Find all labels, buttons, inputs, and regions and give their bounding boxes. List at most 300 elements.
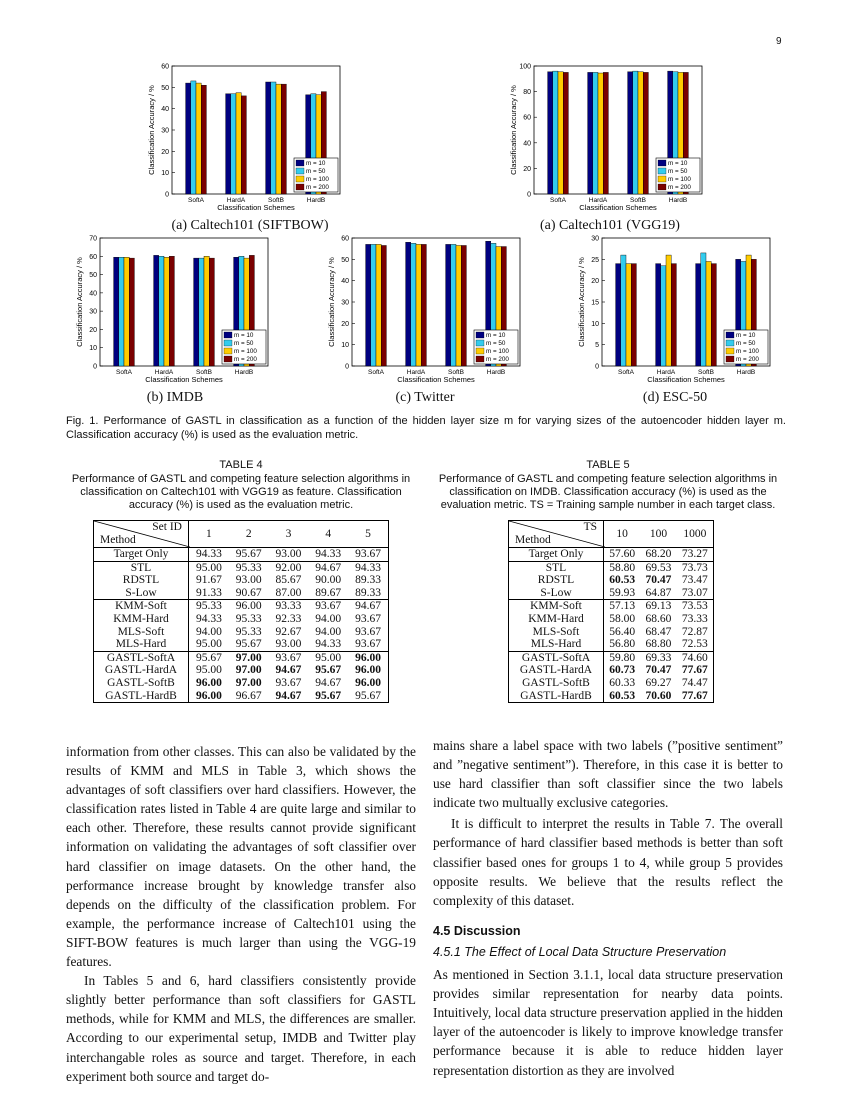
y-tick-label: 0 (345, 363, 349, 371)
column-header: 1000 (677, 521, 714, 548)
table-row (509, 677, 714, 690)
value-cell: 96.00 (355, 676, 381, 689)
table-row (509, 664, 714, 677)
y-tick-label: 40 (341, 278, 349, 286)
value-cell: 72.53 (681, 638, 708, 651)
value-cell: 95.67 (355, 689, 381, 702)
subcaption-esc50: (d) ESC-50 (642, 390, 708, 405)
table-row (94, 626, 389, 639)
bar (456, 245, 461, 366)
legend-swatch (726, 340, 734, 346)
y-tick-label: 60 (89, 253, 97, 261)
legend-label: m = 10 (486, 332, 506, 340)
subcaption-caltech-vgg19: (a) Caltech101 (VGG19) (540, 218, 680, 233)
left-paragraph-2: In Tables 5 and 6, hard classifiers consistently provide slightly better performance than soft classifiers for GASTL methods, while for KMM and MLS, the differences are smaller. According to our experimental setup, IMDB and Twitter play interchangable roles as source and target. Therefore, in each experiment both source and target do- (66, 973, 416, 1084)
method-cell: STL (509, 561, 604, 574)
legend-swatch (296, 176, 304, 182)
bar (421, 244, 426, 366)
table-row (509, 626, 714, 639)
legend-swatch (658, 184, 666, 190)
value-cell: 95.00 (195, 638, 222, 651)
value-cell: 69.33 (640, 651, 676, 664)
corner-top-label: Set ID (152, 521, 182, 533)
x-axis-label: Classification Schemes (579, 203, 657, 212)
value-cell: 89.33 (355, 574, 381, 587)
method-cell: Target Only (509, 548, 604, 562)
value-cell: 57.60 (609, 548, 636, 560)
bar (381, 245, 386, 366)
legend-swatch (296, 168, 304, 174)
method-cell: RDSTL (509, 574, 604, 587)
legend-swatch (224, 340, 232, 346)
table-row (509, 638, 714, 651)
legend-label: m = 100 (668, 176, 691, 184)
method-cell: GASTL-HardA (94, 664, 189, 677)
section-heading: 4.5 Discussion (433, 923, 521, 938)
bar (114, 257, 119, 366)
value-cell: 93.00 (275, 548, 302, 560)
bar (446, 244, 451, 366)
bar (231, 94, 236, 194)
bar (666, 255, 671, 366)
bar (191, 81, 196, 194)
legend-label: m = 50 (736, 340, 756, 348)
table4-caption: Performance of GASTL and competing feature selection algorithms in classification on Caltech101 with VGG19 as feature. Classification accuracy (%) is used as the evaluation metric. (71, 473, 411, 511)
legend-swatch (726, 356, 734, 362)
bar (271, 82, 276, 194)
bar (266, 82, 271, 194)
value-cell: 96.00 (229, 600, 269, 613)
value-cell: 60.73 (609, 664, 636, 677)
value-cell: 68.80 (645, 638, 672, 651)
legend-swatch (476, 332, 484, 338)
value-cell: 95.00 (195, 664, 222, 677)
bar (209, 258, 214, 366)
method-cell: GASTL-SoftA (94, 651, 189, 664)
column-header: 4 (308, 521, 348, 548)
method-cell: GASTL-SoftB (94, 677, 189, 690)
y-tick-label: 70 (89, 235, 97, 243)
legend-label: m = 10 (306, 160, 326, 168)
bar (706, 261, 711, 366)
value-cell: 64.87 (645, 586, 672, 599)
y-tick-label: 10 (341, 342, 349, 350)
value-cell: 95.67 (315, 664, 342, 677)
y-tick-label: 50 (89, 272, 97, 280)
bar (628, 72, 633, 194)
y-axis-label: Classification Accuracy / % (147, 85, 156, 175)
value-cell: 60.33 (609, 676, 636, 689)
method-cell: S-Low (509, 587, 604, 600)
table-row (94, 600, 389, 613)
x-tick-label: HardA (406, 369, 426, 376)
x-tick-label: HardA (154, 369, 174, 376)
table-row (509, 561, 714, 574)
chart-caltech-vgg19 (510, 60, 720, 220)
table-row (94, 613, 389, 626)
legend-label: m = 200 (306, 184, 329, 192)
value-cell: 57.13 (604, 600, 641, 613)
corner-bottom-label: Method (515, 534, 551, 546)
table4-label: TABLE 4 (219, 459, 263, 471)
bar (643, 72, 648, 194)
method-cell: KMM-Hard (509, 613, 604, 626)
value-cell: 95.33 (189, 600, 229, 613)
table-row (94, 548, 389, 562)
method-cell: GASTL-SoftB (509, 677, 604, 690)
y-axis-label: Classification Accuracy / % (577, 257, 586, 347)
value-cell: 87.00 (275, 586, 302, 599)
value-cell: 94.33 (315, 548, 342, 560)
bar (711, 264, 716, 366)
column-header: 100 (640, 521, 676, 548)
y-tick-label: 30 (161, 127, 169, 135)
legend-label: m = 200 (736, 356, 759, 364)
table-row (94, 664, 389, 677)
value-cell: 73.33 (681, 612, 708, 625)
value-cell: 89.67 (315, 586, 342, 599)
value-cell: 95.33 (229, 561, 269, 574)
value-cell: 74.60 (677, 651, 714, 664)
value-cell: 95.33 (235, 612, 262, 625)
value-cell: 95.00 (189, 561, 229, 574)
bar (164, 257, 169, 366)
bar (553, 71, 558, 194)
legend-label: m = 50 (486, 340, 506, 348)
y-tick-label: 60 (523, 114, 531, 122)
method-cell: RDSTL (94, 574, 189, 587)
value-cell: 94.33 (195, 548, 222, 560)
table-row (509, 690, 714, 703)
value-cell: 94.33 (195, 612, 222, 625)
x-tick-label: SoftB (448, 369, 464, 376)
y-tick-label: 30 (591, 235, 599, 243)
legend-swatch (476, 340, 484, 346)
value-cell: 94.67 (348, 600, 388, 613)
corner-cell (509, 521, 604, 548)
value-cell: 89.33 (355, 586, 381, 599)
bar (196, 83, 201, 194)
bar (281, 84, 286, 194)
bar (169, 256, 174, 366)
bar (563, 72, 568, 194)
value-cell: 97.00 (235, 664, 262, 677)
x-tick-label: HardB (668, 197, 688, 204)
value-cell: 68.20 (645, 548, 672, 560)
value-cell: 94.67 (275, 664, 302, 677)
y-tick-label: 30 (89, 308, 97, 316)
value-cell: 95.67 (315, 689, 342, 702)
y-tick-label: 40 (523, 140, 531, 148)
method-cell: STL (94, 561, 189, 574)
value-cell: 91.67 (195, 574, 222, 587)
value-cell: 92.67 (275, 625, 302, 638)
legend-swatch (224, 332, 232, 338)
legend-swatch (296, 160, 304, 166)
value-cell: 92.33 (275, 612, 302, 625)
y-tick-label: 20 (161, 148, 169, 156)
value-cell: 72.87 (681, 625, 708, 638)
x-tick-label: SoftB (196, 369, 212, 376)
corner-bottom-label: Method (100, 534, 136, 546)
bar (588, 72, 593, 194)
y-tick-label: 0 (595, 363, 599, 371)
value-cell: 69.53 (640, 561, 676, 574)
table-row (509, 651, 714, 664)
legend-swatch (726, 332, 734, 338)
bar (129, 258, 134, 366)
subsection-heading: 4.5.1 The Effect of Local Data Structure Preservation (433, 944, 727, 959)
value-cell: 70.47 (645, 664, 672, 677)
bar (621, 255, 626, 366)
bar (204, 256, 209, 366)
bar (603, 72, 608, 194)
value-cell: 94.67 (275, 689, 302, 702)
x-tick-label: SoftB (630, 197, 646, 204)
y-tick-label: 5 (595, 342, 599, 350)
bar (548, 72, 553, 194)
left-column (66, 742, 416, 1086)
column-header: 10 (604, 521, 641, 548)
value-cell: 59.93 (609, 586, 636, 599)
value-cell: 69.27 (645, 676, 672, 689)
table-row (94, 690, 389, 703)
value-cell: 85.67 (275, 574, 302, 587)
value-cell: 94.67 (308, 561, 348, 574)
legend-label: m = 50 (234, 340, 254, 348)
bar (451, 244, 456, 366)
legend-label: m = 100 (306, 176, 329, 184)
bar (638, 72, 643, 194)
table-row (509, 548, 714, 562)
method-cell: Target Only (94, 548, 189, 562)
value-cell: 96.00 (348, 651, 388, 664)
x-axis-label: Classification Schemes (217, 203, 295, 212)
legend-label: m = 100 (736, 348, 759, 356)
corner-top-label: TS (583, 521, 597, 533)
table5-caption: Performance of GASTL and competing feature selection algorithms in classification on IMDB. Classification accuracy (%) is used as the evaluation metric. TS = Training sample number in each target class. (438, 473, 778, 511)
value-cell: 60.53 (609, 574, 636, 587)
bar (411, 243, 416, 366)
x-tick-label: SoftA (618, 369, 634, 376)
value-cell: 73.53 (677, 600, 714, 613)
bar (371, 244, 376, 366)
x-tick-label: SoftB (268, 197, 284, 204)
legend-swatch (476, 348, 484, 354)
y-tick-label: 50 (341, 256, 349, 264)
bar (376, 244, 381, 366)
value-cell: 96.00 (195, 689, 222, 702)
y-tick-label: 30 (341, 299, 349, 307)
column-header: 5 (348, 521, 388, 548)
column-header: 1 (189, 521, 229, 548)
table-row (94, 574, 389, 587)
value-cell: 90.00 (315, 574, 342, 587)
y-tick-label: 10 (161, 170, 169, 178)
y-tick-label: 40 (89, 290, 97, 298)
bar (626, 264, 631, 366)
chart-esc50 (578, 232, 788, 392)
table-row (94, 587, 389, 600)
table-row (509, 587, 714, 600)
legend-swatch (726, 348, 734, 354)
legend-label: m = 200 (234, 356, 257, 364)
x-tick-label: HardB (486, 369, 506, 376)
subcaption-twitter: (c) Twitter (395, 390, 455, 405)
x-tick-label: HardA (588, 197, 608, 204)
legend-swatch (296, 184, 304, 190)
value-cell: 69.13 (640, 600, 676, 613)
x-tick-label: SoftA (116, 369, 132, 376)
table5-label: TABLE 5 (586, 459, 630, 471)
legend-swatch (658, 176, 666, 182)
legend-label: m = 100 (486, 348, 509, 356)
column-header: 3 (269, 521, 309, 548)
bar (598, 73, 603, 194)
table-row (509, 613, 714, 626)
y-tick-label: 60 (341, 235, 349, 243)
value-cell: 60.53 (609, 689, 636, 702)
header-row (509, 521, 714, 548)
x-axis-label: Classification Schemes (397, 375, 475, 384)
x-tick-label: SoftB (698, 369, 714, 376)
bar (558, 72, 563, 194)
value-cell: 94.00 (315, 612, 342, 625)
bar (696, 264, 701, 366)
value-cell: 93.67 (355, 548, 381, 560)
value-cell: 97.00 (229, 651, 269, 664)
bar (416, 244, 421, 366)
y-tick-label: 20 (341, 320, 349, 328)
value-cell: 93.67 (275, 676, 302, 689)
legend-label: m = 10 (668, 160, 688, 168)
legend-swatch (658, 160, 666, 166)
table-row (509, 600, 714, 613)
y-tick-label: 15 (591, 299, 599, 307)
legend-swatch (224, 356, 232, 362)
bar (241, 96, 246, 194)
value-cell: 93.67 (269, 651, 309, 664)
y-tick-label: 50 (161, 84, 169, 92)
value-cell: 96.67 (235, 689, 262, 702)
bar (199, 258, 204, 366)
method-cell: GASTL-HardA (509, 664, 604, 677)
table5 (508, 520, 714, 703)
table5-caption-block (433, 459, 783, 512)
legend-swatch (476, 356, 484, 362)
bar (194, 258, 199, 366)
value-cell: 94.00 (315, 625, 342, 638)
value-cell: 93.33 (269, 600, 309, 613)
table4-caption-block (66, 459, 416, 512)
y-axis-label: Classification Accuracy / % (509, 85, 518, 175)
legend-label: m = 50 (668, 168, 688, 176)
method-cell: GASTL-HardB (509, 690, 604, 703)
value-cell: 93.67 (355, 612, 381, 625)
table-row (94, 677, 389, 690)
bar (661, 266, 666, 366)
figure-caption: Fig. 1. Performance of GASTL in classification as a function of the hidden layer size m for varying sizes of the autoencoder hidden layer m. Classification accuracy (%) is used as the evaluation metric. (66, 415, 786, 441)
y-axis-label: Classification Accuracy / % (75, 257, 84, 347)
legend-label: m = 100 (234, 348, 257, 356)
method-cell: KMM-Soft (94, 600, 189, 613)
table-row (94, 651, 389, 664)
column-header: 2 (229, 521, 269, 548)
value-cell: 95.67 (235, 638, 262, 651)
legend-label: m = 200 (668, 184, 691, 192)
y-tick-label: 20 (89, 326, 97, 334)
value-cell: 73.73 (677, 561, 714, 574)
x-tick-label: HardB (736, 369, 756, 376)
value-cell: 68.47 (645, 625, 672, 638)
x-tick-label: HardA (226, 197, 246, 204)
subcaption-caltech-siftbow: (a) Caltech101 (SIFTBOW) (171, 218, 329, 233)
method-cell: GASTL-HardB (94, 690, 189, 703)
value-cell: 93.67 (355, 625, 381, 638)
value-cell: 56.80 (609, 638, 636, 651)
method-cell: MLS-Soft (94, 626, 189, 639)
value-cell: 94.33 (315, 638, 342, 651)
legend-label: m = 200 (486, 356, 509, 364)
bar (154, 255, 159, 366)
method-cell: MLS-Hard (509, 638, 604, 651)
legend-label: m = 10 (234, 332, 254, 340)
value-cell: 96.00 (355, 664, 381, 677)
value-cell: 94.00 (195, 625, 222, 638)
method-cell: KMM-Soft (509, 600, 604, 613)
x-tick-label: SoftA (188, 197, 204, 204)
right-paragraph-1: mains share a label space with two labels (”positive sentiment” and ”negative sentiment”). Therefore, in this case it is better to use hard classifier than soft classifier since the two labels indicate two multually exclusive categories. (433, 738, 783, 811)
value-cell: 96.00 (195, 676, 222, 689)
right-paragraph-3: As mentioned in Section 3.1.1, local data structure preservation provides similar representation for nearby data points. Intuitively, local data structure preservation applied in the hidden layer of the autoencoder is likely to improve knowledge transfer performance because it is able to reduce hidden layer representation distortion as they are involved (433, 967, 783, 1078)
value-cell: 58.80 (604, 561, 641, 574)
value-cell: 94.67 (315, 676, 342, 689)
method-cell: MLS-Soft (509, 626, 604, 639)
left-paragraph-1: information from other classes. This can also be validated by the results of KMM and MLS in Table 3, which shows the advantages of soft classifiers over hard classifiers. However, the classification rates listed in Table 4 are quite large and similar to each other. Therefore, these results cannot provide significant information on validating the advantages of soft classifier over hard classifier on image datasets. On the other hand, the performance increase brought by knowledge transfer also depends on the difficulty of the classification problem. For example, the performance increase of Caltech101 using the SIFT-BOW features is much larger than using the VGG-19 features. (66, 744, 416, 970)
method-cell: GASTL-SoftA (509, 651, 604, 664)
value-cell: 56.40 (609, 625, 636, 638)
value-cell: 97.00 (235, 676, 262, 689)
y-tick-label: 20 (523, 165, 531, 173)
bar (406, 242, 411, 366)
x-tick-label: SoftA (550, 197, 566, 204)
method-cell: S-Low (94, 587, 189, 600)
chart-imdb (76, 232, 286, 392)
bar (631, 264, 636, 366)
legend-swatch (658, 168, 666, 174)
y-tick-label: 60 (161, 63, 169, 71)
y-tick-label: 10 (89, 345, 97, 353)
right-paragraph-2: It is difficult to interpret the results in Table 7. The overall performance of hard classifier based methods is better than soft classifier based ones for groups 1 to 4, while group 5 provides opposite results. We believe that the results reflect the complexity of this dataset. (433, 816, 783, 908)
bar (226, 94, 231, 194)
value-cell: 93.67 (308, 600, 348, 613)
bar (159, 256, 164, 366)
value-cell: 77.67 (681, 664, 708, 677)
y-tick-label: 25 (591, 256, 599, 264)
y-tick-label: 100 (519, 63, 531, 71)
chart-caltech-siftbow (148, 60, 358, 220)
value-cell: 94.33 (348, 561, 388, 574)
value-cell: 68.60 (645, 612, 672, 625)
x-tick-label: SoftA (368, 369, 384, 376)
x-tick-label: HardB (306, 197, 326, 204)
value-cell: 93.00 (235, 574, 262, 587)
value-cell: 95.00 (308, 651, 348, 664)
y-tick-label: 10 (591, 320, 599, 328)
x-axis-label: Classification Schemes (647, 375, 725, 384)
bar (366, 244, 371, 366)
y-tick-label: 0 (165, 191, 169, 199)
